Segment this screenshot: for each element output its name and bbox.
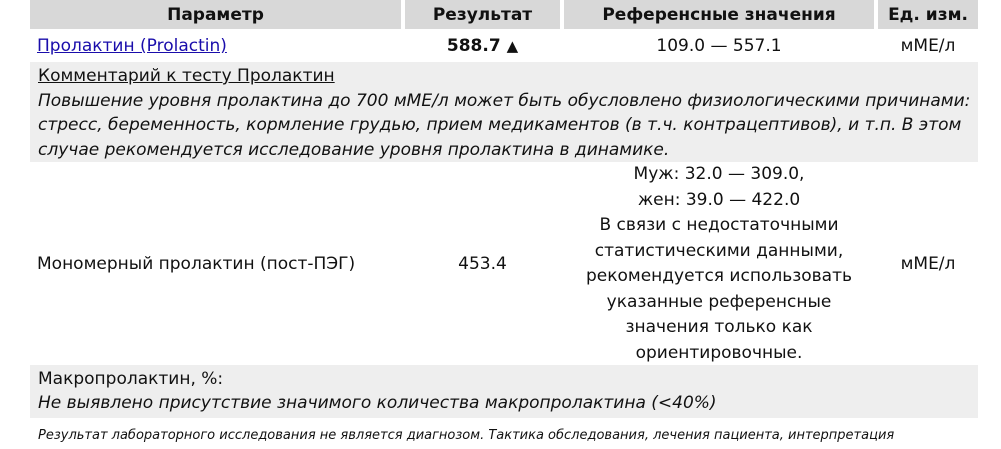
header-result: Результат (405, 0, 560, 29)
reference-line: Муж: 32.0 — 309.0, (633, 164, 805, 184)
prolactin-unit: мМЕ/л (900, 36, 956, 56)
header-reference: Референсные значения (564, 0, 874, 29)
monomeric-result: 453.4 (458, 254, 507, 274)
macroprolactin-text: Не выявлено присутствие значимого количества макропролактина (<40%) (38, 393, 717, 413)
macroprolactin-section (30, 365, 978, 418)
reference-line: В связи с недостаточными (599, 215, 839, 235)
monomeric-name: Мономерный пролактин (пост-ПЭГ) (37, 254, 356, 274)
comment-title: Комментарий к тесту Пролактин (38, 66, 335, 86)
reference-line: рекомендуется использовать (585, 266, 853, 286)
reference-line: статистическими данными, (594, 240, 844, 261)
reference-line: ориентировочные. (635, 342, 803, 363)
reference-line: жен: 39.0 — 422.0 (637, 189, 801, 210)
header-unit: Ед. изм. (878, 0, 978, 29)
reference-line: указанные референсные (606, 291, 832, 312)
header-param: Параметр (30, 0, 401, 29)
table-row-monomeric (0, 164, 1001, 364)
monomeric-unit: мМЕ/л (900, 254, 956, 274)
disclaimer-footer: Результат лабораторного исследования не является диагнозом. Тактика обследования, лечения пациента, интерпретация (38, 428, 895, 443)
prolactin-result (405, 32, 560, 60)
comment-line: Повышение уровня пролактина до 700 мМЕ/л может быть обусловлено физиологическими причинами: (38, 90, 971, 111)
monomeric-reference (564, 164, 874, 364)
macroprolactin-title: Макропролактин, %: (38, 369, 224, 389)
table-row-prolactin (0, 32, 1001, 60)
comment-line: случае рекомендуется исследование уровня пролактина в динамике. (38, 139, 670, 160)
prolactin-reference: 109.0 — 557.1 (656, 36, 782, 56)
prolactin-result-value: 588.7 (446, 36, 501, 56)
reference-line: значения только как (625, 317, 813, 337)
comment-line: стресс, беременность, кормление грудью, прием медикаментов (в т.ч. контрацептивов), и т.п. В этом (38, 115, 962, 135)
prolactin-link[interactable]: Пролактин (Prolactin) (37, 36, 227, 56)
arrow-up-icon: ▲ (506, 37, 519, 55)
prolactin-comment (30, 62, 978, 162)
